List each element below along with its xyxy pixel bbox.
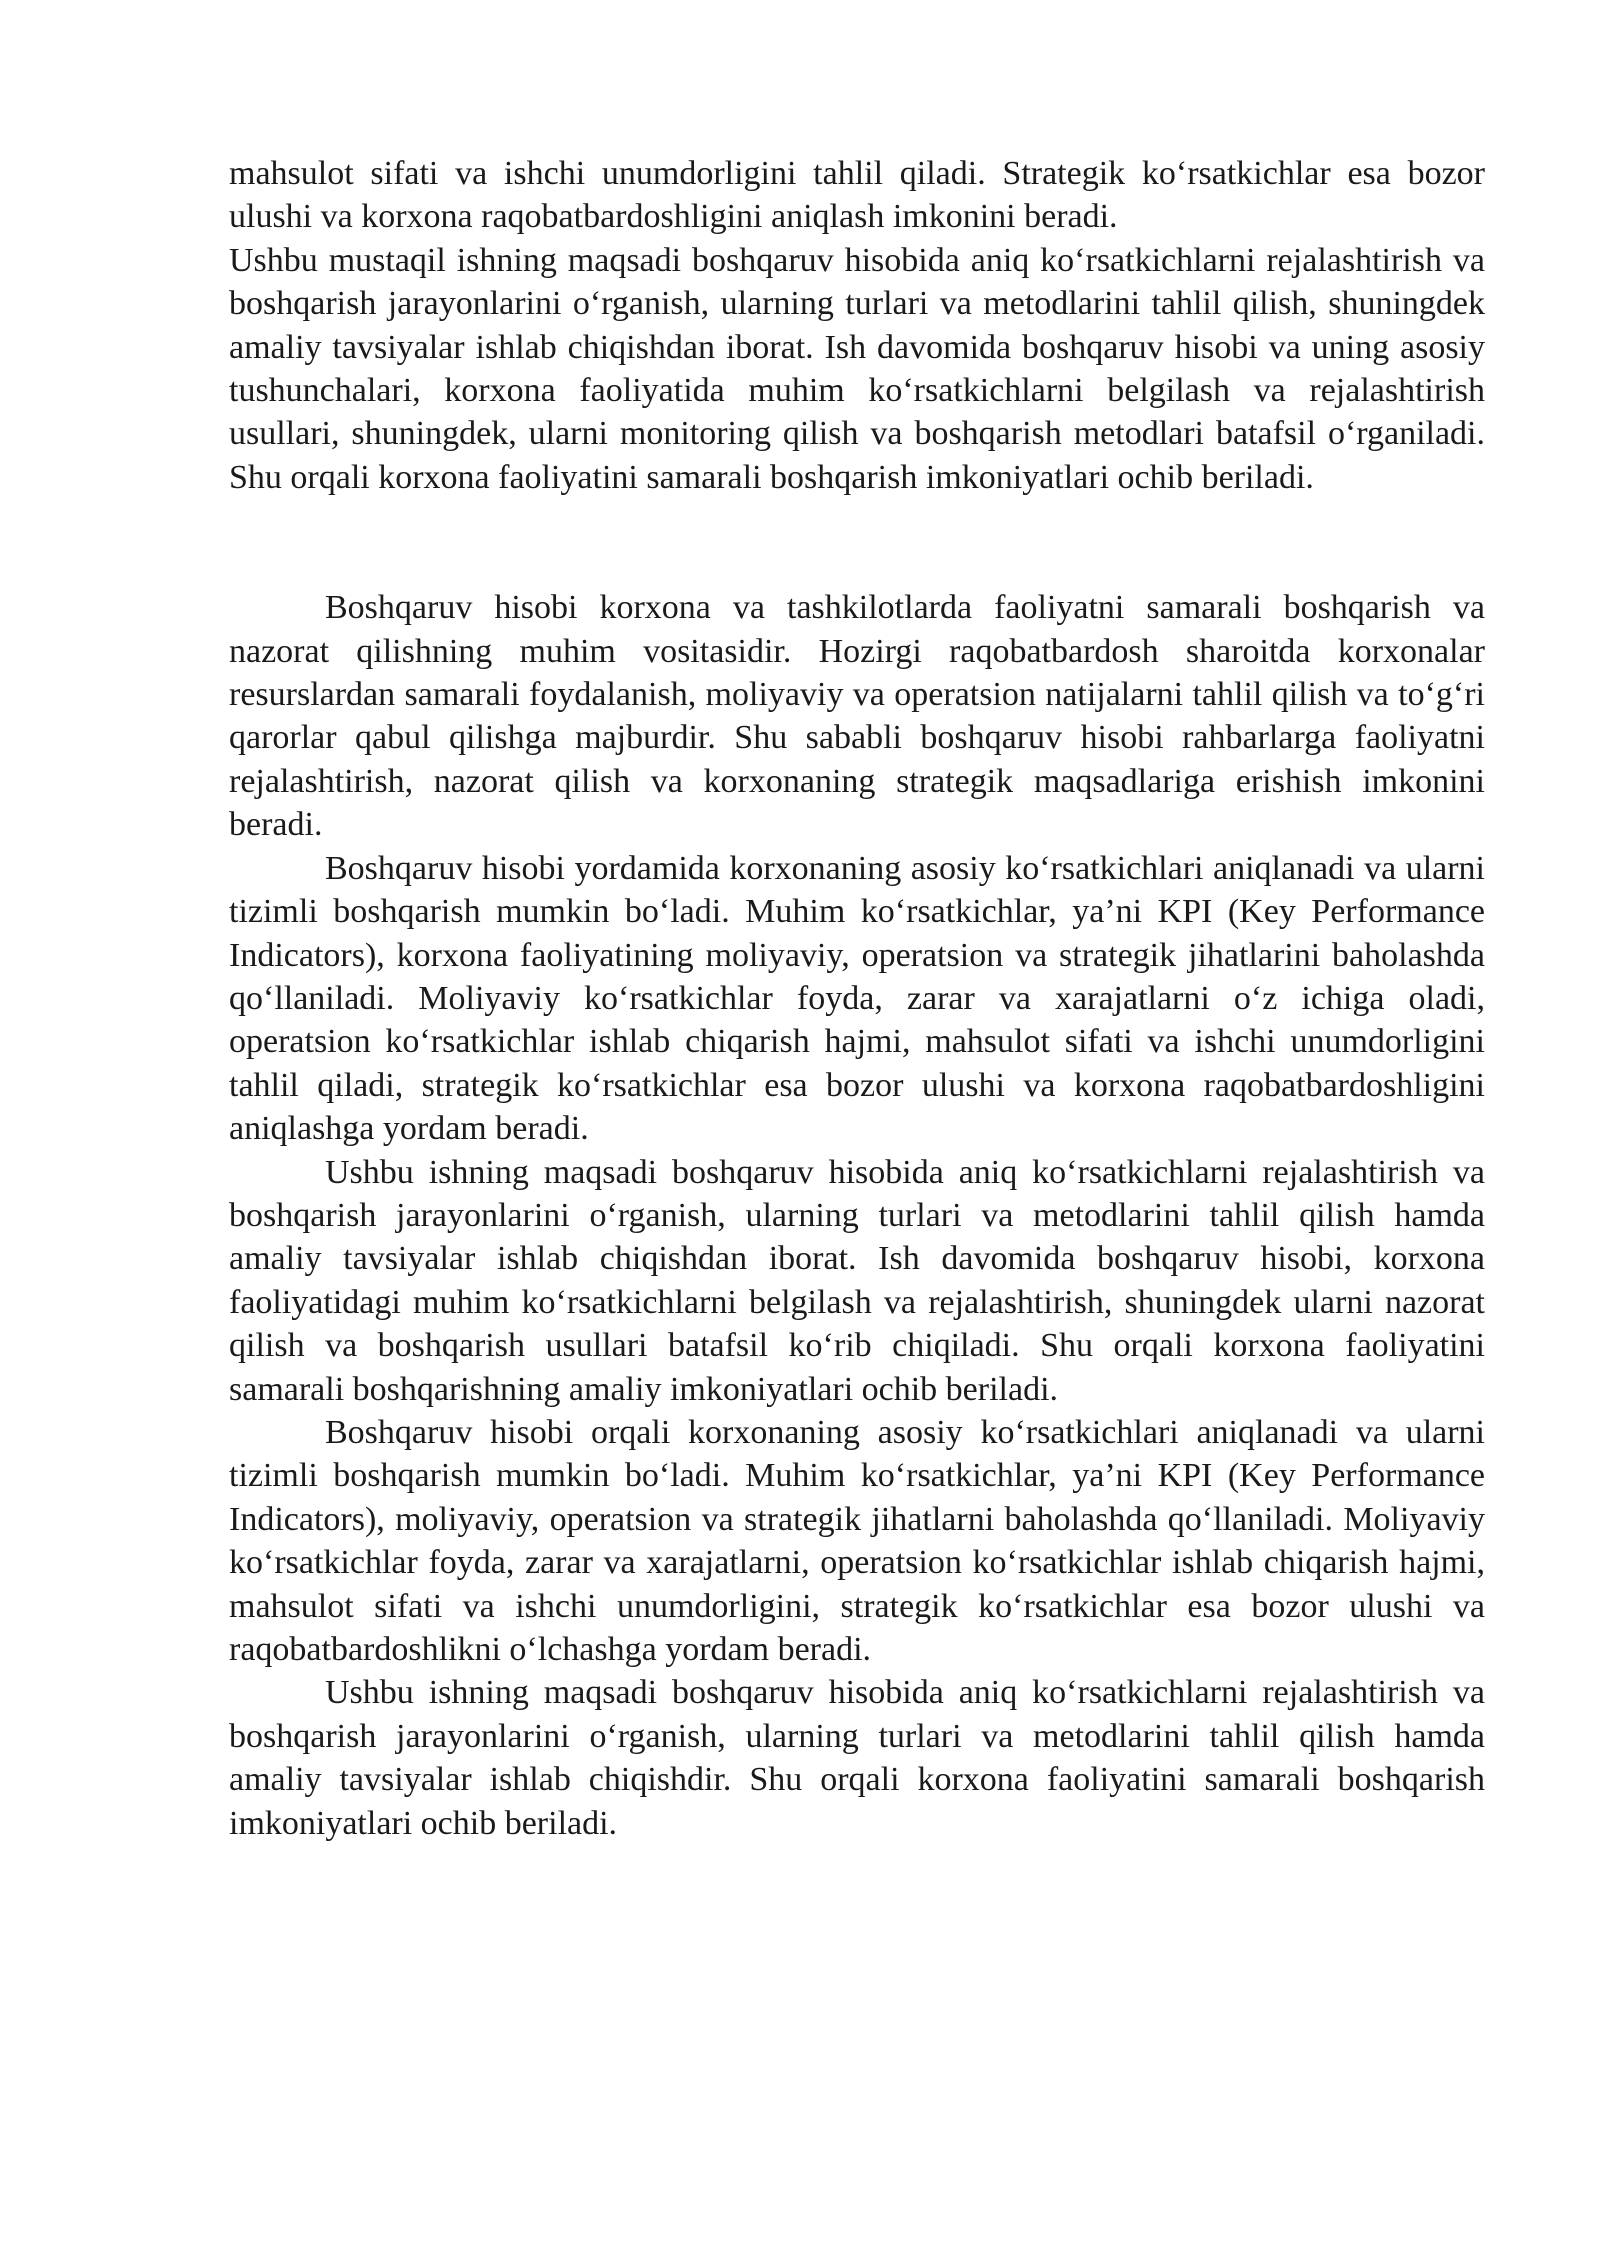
body-paragraph-3: Ushbu ishning maqsadi boshqaruv hisobida aniq ko‘rsatkichlarni rejalashtirish va boshqarish jarayonlarini o‘rganish, ularning turlari va metodlarini tahlil qilish hamda amaliy tavsiyalar ishlab chiqishdan iborat. Ish davomida boshqaruv hisobi, korxona faoliyatidagi muhim ko‘rsatkichlarni belgilash va rejalashtirish, shuningdek ularni nazorat qilish va boshqarish usullari batafsil ko‘rib chiqiladi. Shu orqali korxona faoliyatini samarali boshqarishning amaliy imkoniyatlari ochib beriladi.	[229, 1153, 1485, 1408]
body-paragraph-5: Ushbu ishning maqsadi boshqaruv hisobida aniq ko‘rsatkichlarni rejalashtirish va boshqarish jarayonlarini o‘rganish, ularning turlari va metodlarini tahlil qilish hamda amaliy tavsiyalar ishlab chiqishdir. Shu orqali korxona faoliyatini samarali boshqarish imkoniyatlari ochib beriladi.	[229, 1674, 1485, 1842]
paragraph-gap	[229, 499, 1485, 586]
body-paragraph-1: Boshqaruv hisobi korxona va tashkilotlarda faoliyatni samarali boshqarish va nazorat qilishning muhim vositasidir. Hozirgi raqobatbardosh sharoitda korxonalar resurslardan samarali foydalanish, moliyaviy va operatsion natijalarni tahlil qilish va to‘g‘ri qarorlar qabul qilishga majburdir. Shu sababli boshqaruv hisobi rahbarlarga faoliyatni rejalashtirish, nazorat qilish va korxonaning strategik maqsadlariga erishish imkonini beradi.	[229, 589, 1485, 844]
document-page	[229, 152, 1485, 1845]
intro-paragraph-2: Ushbu mustaqil ishning maqsadi boshqaruv hisobida aniq ko‘rsatkichlarni rejalashtirish va boshqarish jarayonlarini o‘rganish, ularning turlari va metodlarini tahlil qilish, shuningdek amaliy tavsiyalar ishlab chiqishdan iborat. Ish davomida boshqaruv hisobi va uning asosiy tushunchalari, korxona faoliyatida muhim ko‘rsatkichlarni belgilash va rejalashtirish usullari, shuningdek, ularni monitoring qilish va boshqarish metodlari batafsil o‘rganiladi. Shu orqali korxona faoliyatini samarali boshqarish imkoniyatlari ochib beriladi.	[229, 241, 1485, 496]
body-paragraph-2: Boshqaruv hisobi yordamida korxonaning asosiy ko‘rsatkichlari aniqlanadi va ularni tizimli boshqarish mumkin bo‘ladi. Muhim ko‘rsatkichlar, ya’ni KPI (Key Performance Indicators), korxona faoliyatining moliyaviy, operatsion va strategik jihatlarini baholashda qo‘llaniladi. Moliyaviy ko‘rsatkichlar foyda, zarar va xarajatlarni o‘z ichiga oladi, operatsion ko‘rsatkichlar ishlab chiqarish hajmi, mahsulot sifati va ishchi unumdorligini tahlil qiladi, strategik ko‘rsatkichlar esa bozor ulushi va korxona raqobatbardoshligini aniqlashga yordam beradi.	[229, 849, 1485, 1148]
intro-paragraph-1: mahsulot sifati va ishchi unumdorligini tahlil qiladi. Strategik ko‘rsatkichlar esa bozor ulushi va korxona raqobatbardoshligini aniqlash imkonini beradi.	[229, 155, 1485, 236]
body-paragraph-4: Boshqaruv hisobi orqali korxonaning asosiy ko‘rsatkichlari aniqlanadi va ularni tizimli boshqarish mumkin bo‘ladi. Muhim ko‘rsatkichlar, ya’ni KPI (Key Performance Indicators), moliyaviy, operatsion va strategik jihatlarni baholashda qo‘llaniladi. Moliyaviy ko‘rsatkichlar foyda, zarar va xarajatlarni, operatsion ko‘rsatkichlar ishlab chiqarish hajmi, mahsulot sifati va ishchi unumdorligini, strategik ko‘rsatkichlar esa bozor ulushi va raqobatbardoshlikni o‘lchashga yordam beradi.	[229, 1413, 1485, 1668]
